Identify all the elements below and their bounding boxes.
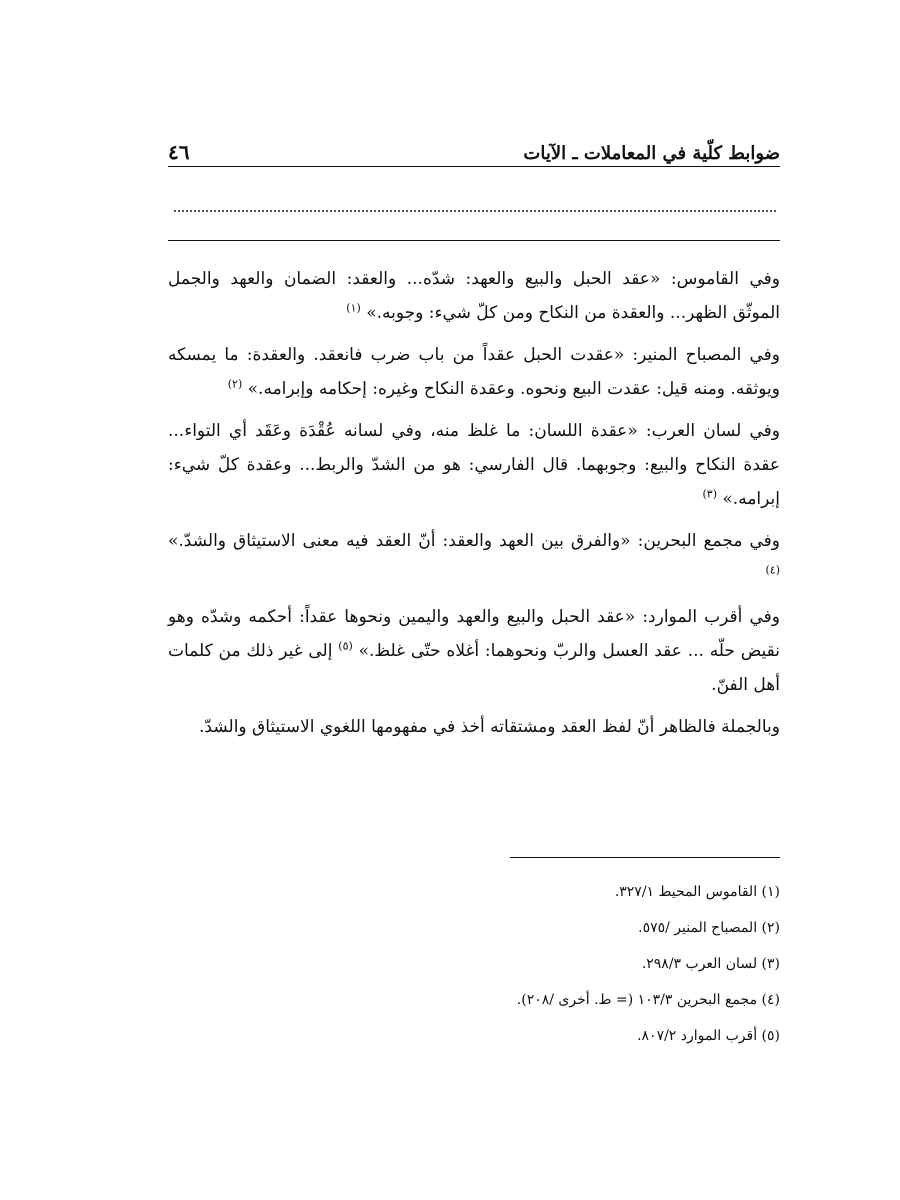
footnote: (٣) لسان العرب ٢٩٨/٣. xyxy=(641,956,780,972)
running-title: ضوابط كلّية في المعاملات ـ الآيات xyxy=(523,143,780,164)
footnote: (٢) المصباح المنير /٥٧٥. xyxy=(638,920,780,936)
paragraph: وبالجملة فالظاهر أنّ لفظ العقد ومشتقاته أخذ في مفهومها اللغوي الاستيثاق والشدّ. xyxy=(199,717,780,737)
footnote: (٤) مجمع البحرين ١٠٣/٣ (= ط. أخرى /٢٠٨). xyxy=(516,992,780,1008)
omission-dotted-line xyxy=(174,196,776,212)
footnote: (١) القاموس المحيط ٣٢٧/١. xyxy=(614,884,780,900)
footnote-rule xyxy=(510,857,780,858)
section-rule xyxy=(168,240,780,241)
footnote-ref: (٤) xyxy=(765,563,780,577)
paragraph: وفي أقرب الموارد: «عقد الحبل والبيع والعهد واليمين ونحوها عقداً: أحكمه وشدّه وهو نقيض حلّه ... عقد العسل والربّ ونحوهما: أغلاه حتّى غلظ.» $^{(٥)}$ إلى غير ذلك من كلمات أهل الفنّ. xyxy=(168,607,781,695)
footnote: (٥) أقرب الموارد ٨٠٧/٢. xyxy=(637,1028,780,1044)
footnote-ref: (٢) xyxy=(227,377,243,391)
paragraph: وفي المصباح المنير: «عقدت الحبل عقداً من باب ضرب فانعقد. والعقدة: ما يمسكه ويوثقه. ومنه قيل: عقدت البيع ونحوه. وعقدة النكاح وغيره: إحكامه وإبرامه.» $^{(٢)}$ xyxy=(168,345,780,399)
footnotes xyxy=(168,874,780,1054)
header-rule xyxy=(168,166,780,167)
body-text xyxy=(168,262,780,752)
page-header xyxy=(168,128,780,164)
page-number: ٤٦ xyxy=(168,140,190,164)
document-page xyxy=(168,0,780,1200)
paragraph: وفي القاموس: «عقد الحبل والبيع والعهد: شدّه... والعقد: الضمان والعهد والجمل الموثّق الظهر... والعقدة من النكاح ومن كلّ شيء: وجوبه.» $^{(١)}$ xyxy=(168,269,780,323)
paragraph: وفي مجمع البحرين: «والفرق بين العهد والعقد: أنّ العقد فيه معنى الاستيثاق والشدّ.» $^{(٤)}$ xyxy=(168,531,780,577)
paragraph: وفي لسان العرب: «عقدة اللسان: ما غلظ منه، وفي لسانه عُقْدَة وعَقَد أي التواء... عقدة النكاح والبيع: وجوبهما. قال الفارسي: هو من الشدّ والربط... وعقدة كلّ شيء: إبرامه.» $^{(٣)}$ xyxy=(168,421,780,509)
footnote-ref: (٣) xyxy=(702,487,717,501)
footnote-ref: (٥) xyxy=(338,639,353,653)
footnote-ref: (١) xyxy=(346,301,361,315)
